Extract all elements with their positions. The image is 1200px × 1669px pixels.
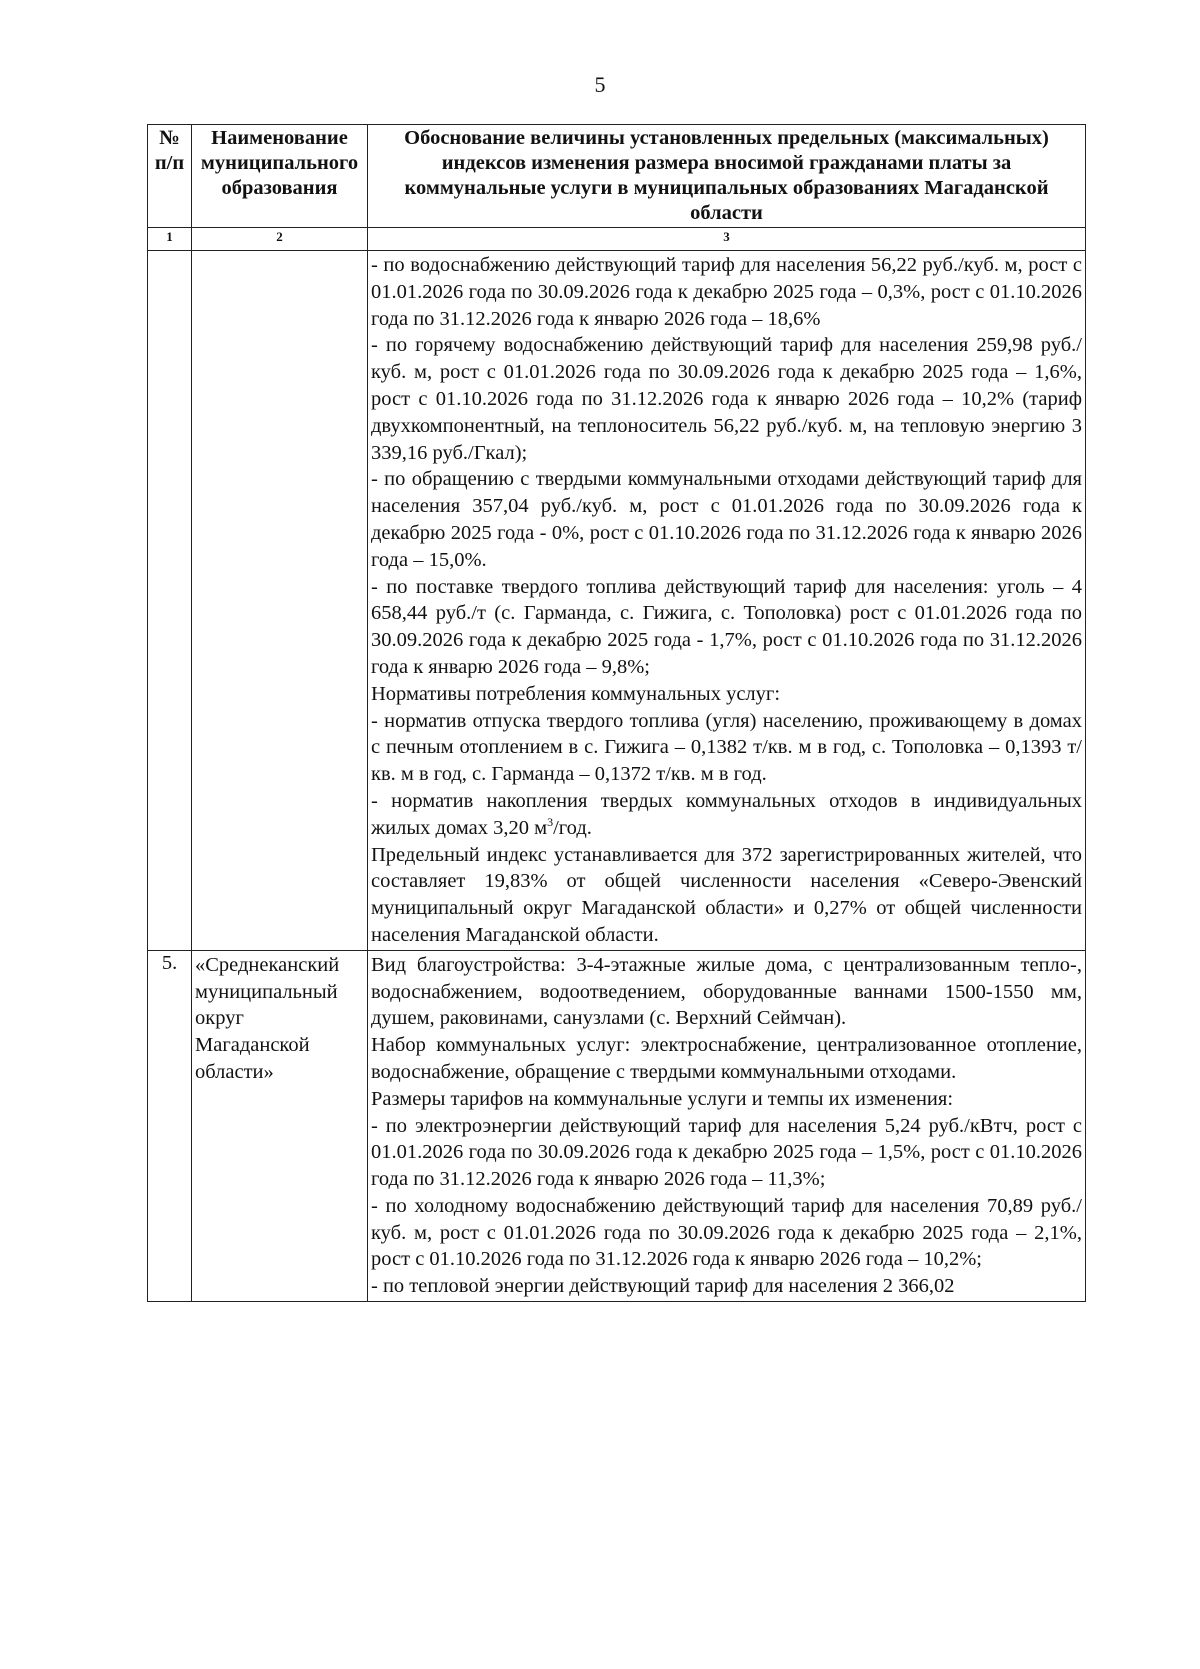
name-line: Магаданской [195,1034,310,1057]
paragraph: - по тепловой энергии действующий тариф для населения 2 366,02 [371,1275,955,1298]
paragraph: - по обращению с твердыми коммунальными отходами действующий тариф для населения 357,04 руб./куб. м, рост с 01.01.2026 года по 30.09.2026 года к декабрю 2025 года - 0%, рост с 01.10.2026 года по 31.12.2026 года к январю 2026 года – 15,0%. [371,468,1082,571]
row-index: 5. [148,950,192,1301]
waste-norm-paragraph [371,788,1082,842]
paragraph: - по горячему водоснабжению действующий тариф для населения 259,98 руб./куб. м, рост с 01.01.2026 года по 30.09.2026 года к декабрю 2025 года – 1,6%, рост с 01.10.2026 года по 31.12.2026 года к январю 2026 года – 10,2% (тариф двухкомпонентный, на теплоноситель 56,22 руб./куб. м, на тепловую энергию 3 339,16 руб./Гкал); [371,334,1082,464]
superscript: 3 [547,814,554,829]
row-municipality-name [192,950,368,1301]
paragraph: - по электроэнергии действующий тариф для населения 5,24 руб./кВтч, рост с 01.01.2026 года по 30.09.2026 года к декабрю 2025 года – 1,5%, рост с 01.10.2026 года по 31.12.2026 года к январю 2026 года – 11,3%; [371,1114,1082,1191]
column-number-2: 2 [192,228,368,251]
row-basis-text [368,251,1086,951]
paragraph: - по поставке твердого топлива действующий тариф для населения: уголь – 4 658,44 руб./т (с. Гарманда, с. Гижига, с. Тополовка) рост с 01.01.2026 года по 30.09.2026 года к декабрю 2025 года - 1,7%, рост с 01.10.2026 года по 31.12.2026 года к январю 2026 года – 9,8%; [371,575,1082,678]
column-number-3: 3 [368,228,1086,251]
name-line: «Среднеканский [195,953,340,976]
paragraph: Набор коммунальных услуг: электроснабжение, централизованное отопление, водоснабжение, обращение с твердыми коммунальными отходами. [371,1034,1082,1083]
paragraph: Вид благоустройства: 3-4-этажные жилые дома, с централизованным тепло-, водоснабжением, водоотведением, оборудованные ваннами 1500-1550 мм, душем, раковинами, санузлами (с. Верхний Сеймчан). [371,953,1082,1030]
header-num: № п/п [148,125,192,228]
row-basis-text [368,950,1086,1301]
column-number-1: 1 [148,228,192,251]
waste-norm-unit: /год. [553,816,592,839]
table-row [148,950,1086,1301]
paragraph: Размеры тарифов на коммунальные услуги и темпы их изменения: [371,1087,954,1110]
paragraph: Нормативы потребления коммунальных услуг: [371,682,781,705]
column-number-row [148,228,1086,251]
waste-norm-text: - норматив накопления твердых коммунальных отходов в индивидуальных жилых домах 3,20 м [371,789,1082,839]
header-basis: Обоснование величины установленных предельных (максимальных) индексов изменения размера вносимой гражданами платы за коммунальные услуги в муниципальных образованиях Магаданской области [368,125,1086,228]
header-row [148,125,1086,228]
table-row [148,251,1086,951]
row-municipality-name [192,251,368,951]
paragraph: - по холодному водоснабжению действующий тариф для населения 70,89 руб./куб. м, рост с 01.01.2026 года по 30.09.2026 года к декабрю 2025 года – 2,1%, рост с 01.10.2026 года по 31.12.2026 года к январю 2026 года – 10,2%; [371,1194,1082,1271]
name-line: области» [195,1060,274,1083]
paragraph: Предельный индекс устанавливается для 372 зарегистрированных жителей, что составляет 19,83% от общей численности населения «Северо-Эвенский муниципальный округ Магаданской области» и 0,27% от общей численности населения Магаданской области. [371,843,1082,946]
row-index [148,251,192,951]
tariff-table [147,124,1086,1302]
paragraph: - норматив отпуска твердого топлива (угля) населению, проживающему в домах с печным отоплением в с. Гижига – 0,1382 т/кв. м в год, с. Тополовка – 0,1393 т/кв. м в год, с. Гарманда – 0,1372 т/кв. м в год. [371,709,1082,786]
page-number: 5 [594,72,606,97]
name-line: округ [195,1007,244,1030]
paragraph: - по водоснабжению действующий тариф для населения 56,22 руб./куб. м, рост с 01.01.2026 года по 30.09.2026 года к декабрю 2025 года – 0,3%, рост с 01.10.2026 года по 31.12.2026 года к январю 2026 года – 18,6% [371,254,1082,330]
name-line: муниципальный [195,980,338,1003]
header-name: Наименование муниципального образования [192,125,368,228]
